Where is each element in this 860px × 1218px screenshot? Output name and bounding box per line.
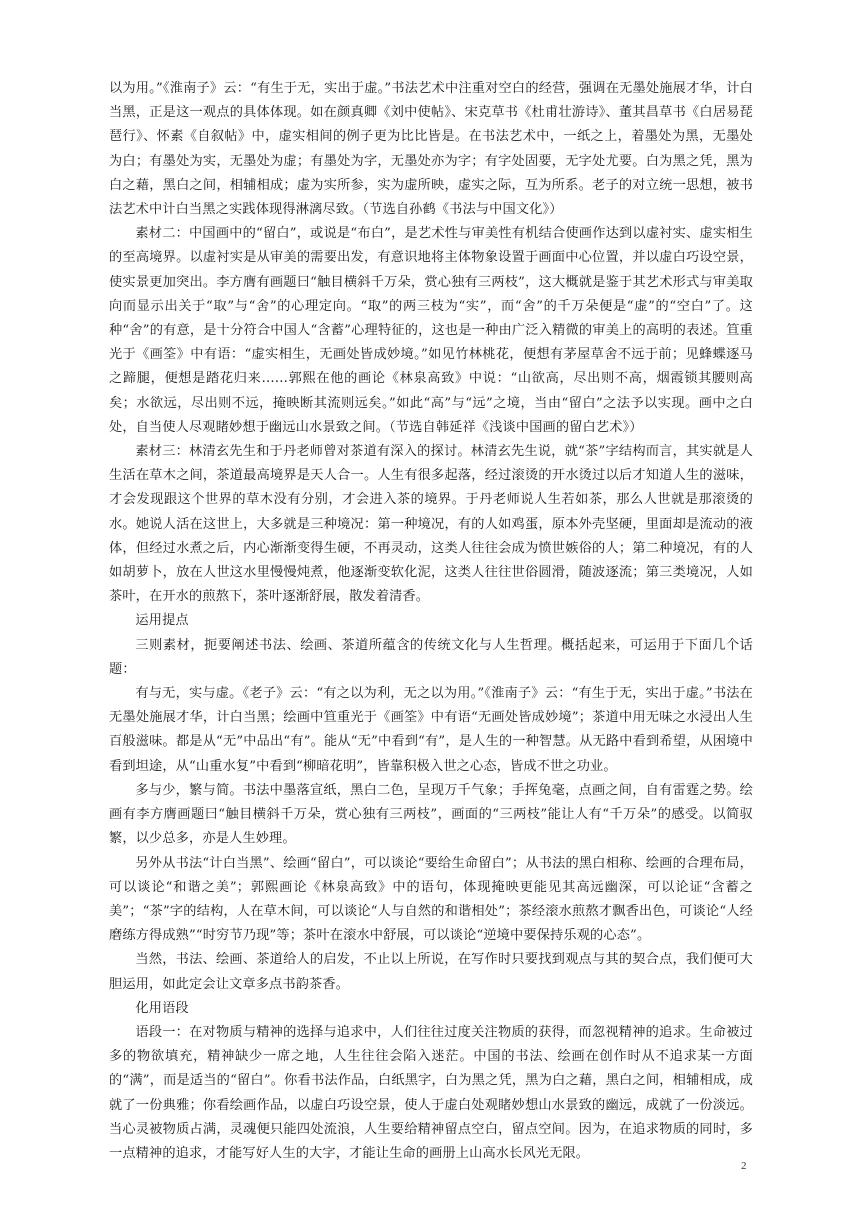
heading-usage-tips: 运用提点: [135, 613, 189, 629]
body-text: [109, 77, 753, 1166]
paragraph-topic-being-nothing: 有与无，实与虚。《老子》云：“有之以为利，无之以为用。”《淮南子》云：“有生于无，实出于虚。”书法在无墨处施展才华，计白当黑；绘画中笪重光于《画筌》中有语“无画处皆成妙境”；茶道中用无味之水浸出人生百般滋味。都是从“无”中品出“有”。能从“无”中看到“有”，是人生的一种智慧。从无路中看到希望，从困境中看到坦途，从“山重水复”中看到“柳暗花明”，皆靠积极入世之心态，皆成不世之功业。: [109, 686, 753, 774]
paragraph-material-one-end: 以为用。”《淮南子》云：“有生于无，实出于虚。”书法艺术中注重对空白的经营，强调在无墨处施展才华，计白当黑，正是这一观点的具体体现。如在颜真卿《刘中使帖》、宋克草书《杜甫壮游诗》、董其昌草书《白居易琵琶行》、怀素《自叙帖》中，虚实相间的例子更为比比皆是。在书法艺术中，一纸之上，着墨处为黑，无墨处为白；有墨处为实，无墨处为虚；有墨处为字，无墨处亦为字；有字处固要，无字处尤要。白为黑之凭，黑为白之藉，黑白之间，相辅相成；虚为实所参，实为虚所映，虚实之际，互为所系。老子的对立统一思想，被书法艺术中计白当黑之实践体现得淋漓尽致。（节选自孙鹤《书法与中国文化》）: [109, 81, 753, 218]
paragraph-conclusion: 当然，书法、绘画、茶道给人的启发，不止以上所说，在写作时只要找到观点与其的契合点，我们便可大胆运用，如此定会让文章多点书韵茶香。: [109, 952, 753, 992]
paragraph-material-three: 素材三：林清玄先生和于丹老师曾对茶道有深入的探讨。林清玄先生说，就“茶”字结构而言，其实就是人生活在草木之间，茶道最高境界是天人合一。人生有很多起落，经过滚烫的开水烫过以后才知道人生的滋味，才会发现跟这个世界的草木没有分别，才会进入茶的境界。于丹老师说人生若如茶，那么人世就是那滚烫的水。她说人活在这世上，大多就是三种境况：第一种境况，有的人如鸡蛋，原本外壳坚硬，里面却是流动的液体，但经过水煮之后，内心渐渐变得生硬，不再灵动，这类人往往会成为愤世嫉俗的人；第二种境况，有的人如胡萝卜，放在人世这水里慢慢炖煮，他逐渐变软化泥，这类人往往世俗圆滑，随波逐流；第三类境况，人如茶叶，在开水的煎熬下，茶叶逐渐舒展，散发着清香。: [109, 444, 753, 605]
page-number: 2: [741, 1160, 747, 1172]
heading-adapted-passages: 化用语段: [135, 1000, 189, 1016]
paragraph-usage-summary: 三则素材，扼要阐述书法、绘画、茶道所蕴含的传统文化与人生哲理。概括起来，可运用于下面几个话题：: [109, 637, 753, 677]
paragraph-passage-one: 语段一：在对物质与精神的选择与追求中，人们往往过度关注物质的获得，而忽视精神的追求。生命被过多的物欲填充，精神缺少一席之地，人生往往会陷入迷茫。中国的书法、绘画在创作时从不追求某一方面的“满”，而是适当的“留白”。你看书法作品，白纸黑字，白为黑之凭，黑为白之藉，黑白之间，相辅相成，成就了一份典雅；你看绘画作品，以虚白巧设空景，使人于虚白处观睹妙想山水景致的幽远，成就了一份淡远。当心灵被物质占满，灵魂便只能四处流浪，人生要给精神留点空白，留点空间。因为，在追求物质的同时，多一点精神的追求，才能写好人生的大字，才能让生命的画册上山高水长风光无限。: [109, 1024, 753, 1161]
paragraph-material-two: 素材二：中国画中的“留白”，或说是“布白”，是艺术性与审美性有机结合使画作达到以虚衬实、虚实相生的至高境界。以虚衬实是从审美的需要出发，有意识地将主体物象设置于画面中心位置，并以虚白巧设空景，使实景更加突出。李方膺有画题曰“触目横斜千万朵，赏心独有三两枝”，这大概就是鉴于其艺术形式与审美取向而显示出关于“取”与“舍”的心理定向。“取”的两三枝为“实”，而“舍”的千万朵便是“虚”的“空白”了。这种“舍”的有意，是十分符合中国人“含蓄”心理特征的，这也是一种由广泛入精微的审美上的高明的表述。笪重光于《画筌》中有语：“虚实相生，无画处皆成妙境。”如见竹林桃花，便想有茅屋草舍不远于前；见蜂蝶逐马之蹄腿，便想是踏花归来……郭熙在他的画论《林泉高致》中说：“山欲高，尽出则不高，烟霞锁其腰则高矣；水欲远，尽出则不远，掩映断其流则远矣。”如此“高”与“远”之境，当由“留白”之法予以实现。画中之白处，自当使人尽观睹妙想于幽远山水景致之间。（节选自韩延祥《浅谈中国画的留白艺术》）: [109, 226, 753, 435]
paragraph-topic-more-less: 多与少，繁与简。书法中墨落宣纸，黑白二色，呈现万千气象；手挥兔毫，点画之间，自有雷霆之势。绘画有李方膺画题曰“触目横斜千万朵，赏心独有三两枝”，画面的“三两枝”能让人有“千万朵”的感受。以简驭繁，以少总多，亦是人生妙理。: [109, 782, 753, 847]
paragraph-topic-other: 另外从书法“计白当黑”、绘画“留白”，可以谈论“要给生命留白”；从书法的黑白相称、绘画的合理布局，可以谈论“和谐之美”；郭熙画论《林泉高致》中的语句，体现掩映更能见其高远幽深，可以论证“含蓄之美”；“茶”字的结构，人在草木间，可以谈论“人与自然的和谐相处”；茶经滚水煎熬才飘香出色，可谈论“人经磨练方得成熟”“时穷节乃现”等；茶叶在滚水中舒展，可以谈论“逆境中要保持乐观的心态”。: [109, 855, 753, 944]
